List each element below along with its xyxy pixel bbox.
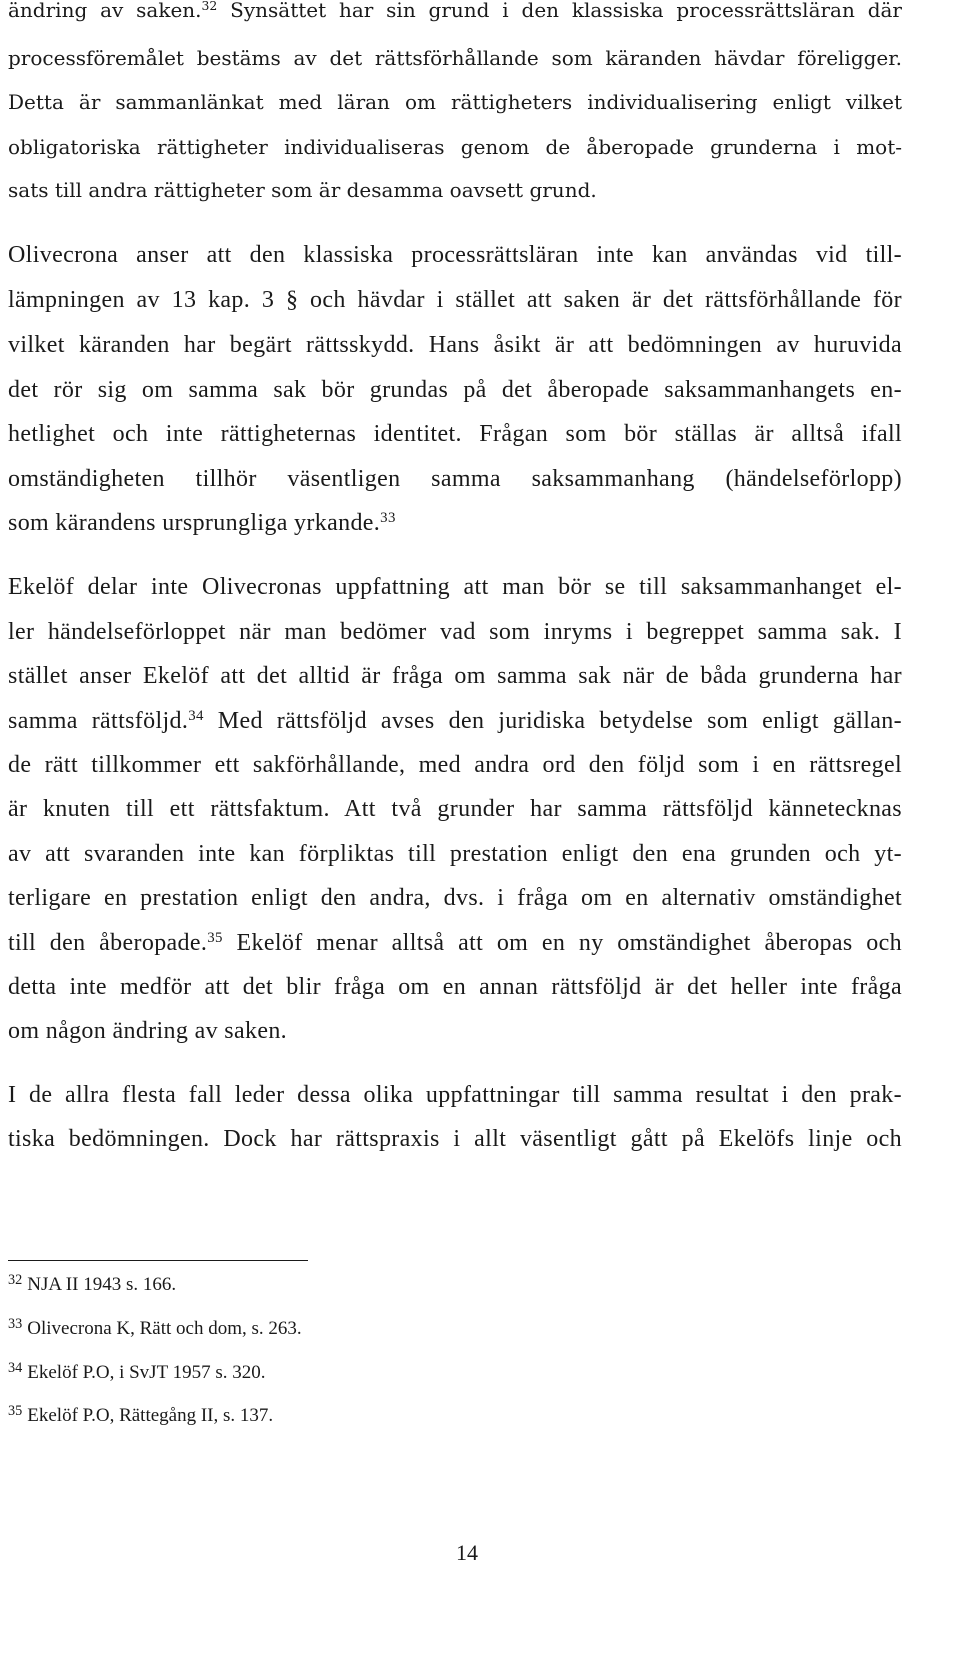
- body-line: sats till andra rättigheter som är desamma oavsett grund.: [8, 178, 597, 202]
- body-line: [8, 510, 902, 537]
- body-line: detta inte medför att det blir fråga om en annan rättsföljd är det heller inte fråga: [8, 974, 902, 1000]
- body-line: om någon ändring av saken.: [8, 1018, 288, 1044]
- body-line: Olivecrona anser att den klassiska processrättsläran inte kan användas vid till-: [8, 242, 902, 268]
- text-run: Med rättsföljd avses den juridiska betydelse som enligt gällan-: [203, 708, 902, 734]
- footnote-ref[interactable]: 34: [188, 707, 204, 724]
- footnote: [8, 1271, 177, 1296]
- body-line: hetlighet och inte rättigheternas identitet. Frågan som bör ställas är alltså ifall: [8, 421, 902, 447]
- footnote-number: 35: [8, 1402, 23, 1419]
- page-number: 14: [456, 1540, 478, 1565]
- body-line: Ekelöf delar inte Olivecronas uppfattning att man bör se till saksammanhanget el-: [8, 574, 902, 600]
- footnote-text: Ekelöf P.O, Rättegång II, s. 137.: [27, 1405, 274, 1426]
- body-line: [8, 930, 902, 957]
- text-run: Ekelöf menar alltså att om en ny omständighet åberopas och: [222, 930, 902, 956]
- body-line: tiska bedömningen. Dock har rättspraxis i allt väsentligt gått på Ekelöfs linje och: [8, 1126, 902, 1152]
- body-line: lämpningen av 13 kap. 3 § och hävdar i stället att saken är det rättsförhållande för: [8, 287, 902, 313]
- text-run: ändring av saken.: [8, 0, 202, 22]
- body-line: [8, 0, 902, 22]
- footnote-ref[interactable]: 32: [201, 0, 218, 14]
- footnote-number: 33: [8, 1315, 23, 1332]
- footnote-number: 34: [8, 1359, 23, 1376]
- text-run: samma rättsföljd.: [8, 708, 189, 734]
- text-run: Synsättet har sin grund i den klassiska processrättsläran där: [217, 0, 902, 22]
- body-line: [8, 708, 902, 735]
- body-line: är knuten till ett rättsfaktum. Att två grunder har samma rättsföljd kännetecknas: [8, 796, 902, 822]
- text-run: till den åberopade.: [8, 930, 208, 956]
- footnote: [8, 1402, 274, 1427]
- body-line: obligatoriska rättigheter individualiseras genom de åberopade grunderna i mot-: [8, 135, 902, 159]
- body-line: Detta är sammanlänkat med läran om rättigheters individualisering enligt vilket: [8, 90, 902, 114]
- body-line: terligare en prestation enligt den andra, dvs. i fråga om en alternativ omständighet: [8, 885, 902, 911]
- body-line: vilket käranden har begärt rättsskydd. Hans åsikt är att bedömningen av huruvida: [8, 332, 902, 358]
- body-line: det rör sig om samma sak bör grundas på det åberopade saksammanhangets en-: [8, 377, 902, 403]
- footnote-ref[interactable]: 33: [380, 509, 396, 526]
- body-line: de rätt tillkommer ett sakförhållande, med andra ord den följd som i en rättsregel: [8, 752, 902, 778]
- body-line: av att svaranden inte kan förpliktas till prestation enligt den ena grunden och yt-: [8, 841, 902, 867]
- footnote-number: 32: [8, 1271, 23, 1288]
- footnote: [8, 1315, 302, 1340]
- footnote-ref[interactable]: 35: [207, 929, 223, 946]
- body-line: omständigheten tillhör väsentligen samma saksammanhang (händelseförlopp): [8, 466, 902, 492]
- body-line: stället anser Ekelöf att det alltid är fråga om samma sak när de båda grunderna har: [8, 663, 902, 689]
- text-run: som kärandens ursprungliga yrkande.: [8, 510, 381, 536]
- footnote-text: Olivecrona K, Rätt och dom, s. 263.: [27, 1318, 302, 1339]
- body-line: I de allra flesta fall leder dessa olika uppfattningar till samma resultat i den prak-: [8, 1082, 902, 1108]
- body-line: ler händelseförloppet när man bedömer vad som inryms i begreppet samma sak. I: [8, 619, 902, 645]
- footnote: [8, 1359, 266, 1384]
- footnote-text: NJA II 1943 s. 166.: [27, 1274, 177, 1295]
- body-line: processföremålet bestäms av det rättsförhållande som käranden hävdar föreligger.: [8, 46, 902, 70]
- footnote-separator: [8, 1260, 308, 1261]
- footnote-text: Ekelöf P.O, i SvJT 1957 s. 320.: [27, 1362, 266, 1383]
